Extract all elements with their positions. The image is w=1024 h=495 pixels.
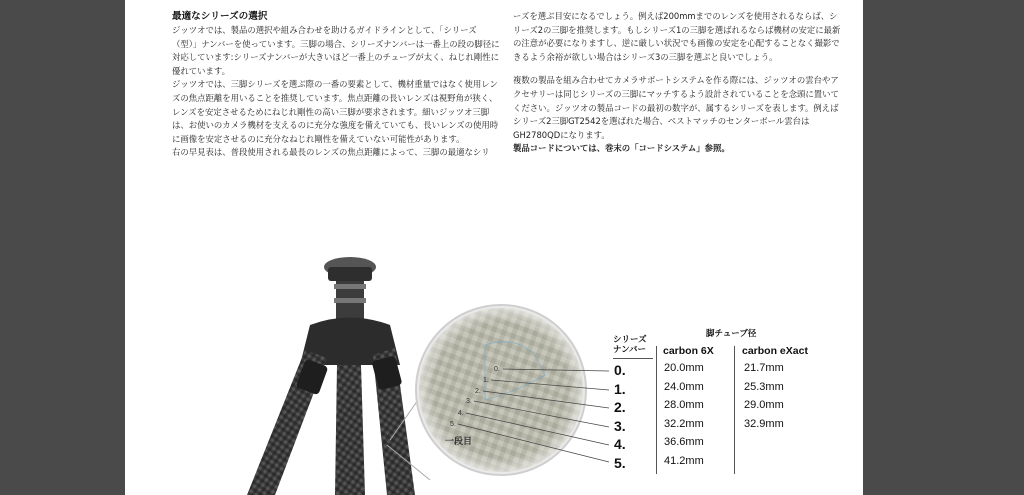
tripod-leg-center bbox=[335, 365, 365, 495]
carbon-exact-value: 32.9mm bbox=[744, 417, 784, 430]
series-number-header: シリーズ ナンバー bbox=[613, 334, 647, 354]
carbon-6x-value: 41.2mm bbox=[664, 455, 704, 467]
series-number: 1. bbox=[614, 380, 626, 397]
document-page bbox=[125, 0, 863, 495]
section-heading: 最適なシリーズの選択 bbox=[172, 11, 268, 22]
series-number: 0. bbox=[614, 362, 626, 378]
carbon-exact-value: 29.0mm bbox=[744, 399, 784, 412]
right-text-column bbox=[513, 10, 843, 156]
series-number: 2. bbox=[614, 399, 626, 416]
lens-label-1: 1. bbox=[483, 377, 489, 384]
code-system-note: 製品コードについては、巻末の「コードシステム」参照。 bbox=[513, 143, 730, 154]
carbon-exact-value: 21.7mm bbox=[744, 362, 784, 374]
series-number: 3. bbox=[614, 417, 626, 434]
carbon-6x-value: 32.2mm bbox=[664, 417, 704, 430]
lens-label-5: 5. bbox=[450, 421, 456, 428]
carbon-exact-value: 25.3mm bbox=[744, 380, 784, 393]
lens-label-top-stage: 一段目 bbox=[445, 436, 473, 446]
paragraph-series-example: ーズを選ぶ目安になるでしょう。例えば200mmまでのレンズを使用されるならば、シリーズ2の三脚を推奨します。もしシリーズ1の三脚を選ばれるならば機材の安定に最新の注意が必要になりますし、逆に厳しい状況でも画像の安定を心配することなく撮影できるよう余裕が欲しい場合はシリーズ3の三脚を選ぶと良いでしょう。 bbox=[513, 11, 841, 62]
series-number: 4. bbox=[614, 436, 626, 453]
paragraph-series-intro: ジッツオでは、製品の選択や組み合わせを助けるガイドラインとして、「シリーズ（型）」ナンバーを使っています。三脚の場合、シリーズナンバーは一番上の段の脚径に対応しています:シリーズナンバーが大きいほど一番上のチューブが太く、ねじれ剛性に優れています。 bbox=[172, 25, 500, 76]
left-text-column bbox=[172, 10, 500, 160]
lens-label-4: 4. bbox=[458, 410, 464, 417]
carbon-6x-value: 28.0mm bbox=[664, 399, 704, 412]
lens-label-3: 3. bbox=[466, 398, 472, 405]
paragraph-system-matching: 複数の製品を組み合わせてカメラサポートシステムを作る際には、ジッツオの雲台やアクセサリーは同じシリーズの三脚にマッチするよう設計されていることを念頭に置いてください。ジッツオの製品コードの最初の数字が、属するシリーズを表します。例えばシリーズ2三脚GT2542を選ばれた場合、ベストマッチのセンターボール雲台はGH2780QDになります。 bbox=[513, 75, 839, 140]
lens-label-2: 2. bbox=[475, 388, 481, 395]
lens-label-0: 0. bbox=[494, 366, 500, 373]
carbon-6x-value: 36.6mm bbox=[664, 436, 704, 449]
paragraph-focal-length: ジッツオでは、三脚シリーズを選ぶ際の一番の要素として、機材重量ではなく使用レンズの焦点距離を用いることを推奨しています。焦点距離の長いレンズは視野角が狭く、レンズを安定させるためにねじれ剛性の高い三脚が要求されます。細いジッツオ三脚は、お使いのカメラ機材を支えるのに充分な強度を備えていても、長いレンズの使用時に画像を安定させるのに充分なねじれ剛性を備えていない可能性があります。 bbox=[172, 79, 499, 144]
series-number: 5. bbox=[614, 455, 626, 471]
carbon-6x-value: 20.0mm bbox=[664, 362, 704, 374]
carbon-6x-value: 24.0mm bbox=[664, 380, 704, 393]
leg-diameter-header: 脚チューブ径 bbox=[706, 328, 757, 338]
paragraph-chart-reference: 右の早見表は、普段使用される最長のレンズの焦点距離によって、三脚の最適なシリ bbox=[172, 147, 490, 158]
carbon-exact-header: carbon eXact bbox=[742, 345, 808, 357]
carbon-6x-header: carbon 6X bbox=[663, 345, 714, 357]
